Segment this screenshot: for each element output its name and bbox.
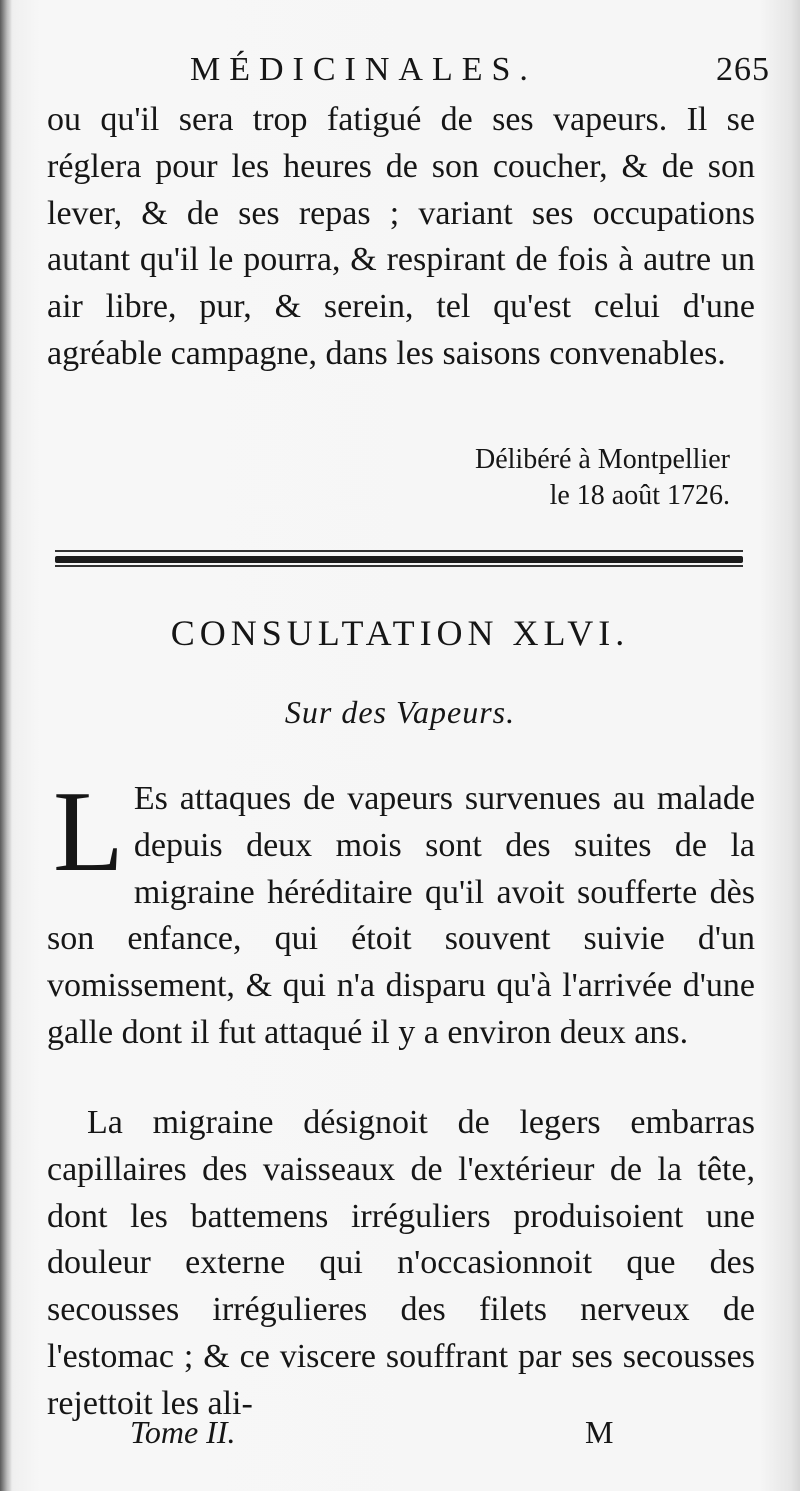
volume-label: Tome II. (130, 1414, 236, 1450)
paragraph-opening-text: Es attaques de vapeurs survenues au malade depuis deux mois sont des suites de la migraine héréditaire qu'il avoit soufferte dès son enfance, qui étoit souvent suivie d'un vomissement, & qui n'a disparu qu'à l'arrivée d'une galle dont il fut attaqué il y a environ deux ans. (47, 780, 755, 1051)
ornamental-rule (55, 548, 743, 568)
consultation-title: CONSULTATION XLVI. (170, 613, 630, 653)
consultation-subject: Sur des Vapeurs. (284, 694, 516, 730)
rule-thick (55, 556, 743, 563)
page-header (190, 48, 770, 92)
page-footer (130, 1410, 630, 1454)
rule-thin-top (55, 550, 743, 552)
paragraph-continued: ou qu'il sera trop fatigué de ses vapeurs. Il se réglera pour les heures de son coucher, & de son lever, & de ses repas ; variant ses occupations autant qu'il le pourra, & respirant de fois à autre un air libre, pur, & serein, tel qu'est celui d'une agréable campagne, dans les saisons convenables. (47, 101, 755, 372)
signoff-place: Délibéré à Montpellier (474, 444, 730, 475)
page-number: 265 (716, 51, 770, 88)
signoff (475, 442, 730, 514)
paragraph-opening (47, 768, 755, 1057)
signature-mark: M (585, 1414, 614, 1450)
page-gutter-shadow (0, 0, 12, 1491)
running-head: MÉDICINALES. (190, 51, 537, 88)
paragraph-second: La migraine désignoit de legers embarras capillaires des vaisseaux de l'extérieur de la tête, dont les battemens irréguliers produisoient une douleur externe qui n'occasionnoit que des secousses irrégulieres des filets nerveux de l'estomac ; & ce viscere souffrant par ses secousses rejettoit les ali- (47, 1104, 755, 1422)
rule-thin-bottom (55, 565, 743, 567)
signoff-date: le 18 août 1726. (549, 480, 730, 511)
drop-cap: L (53, 768, 124, 896)
